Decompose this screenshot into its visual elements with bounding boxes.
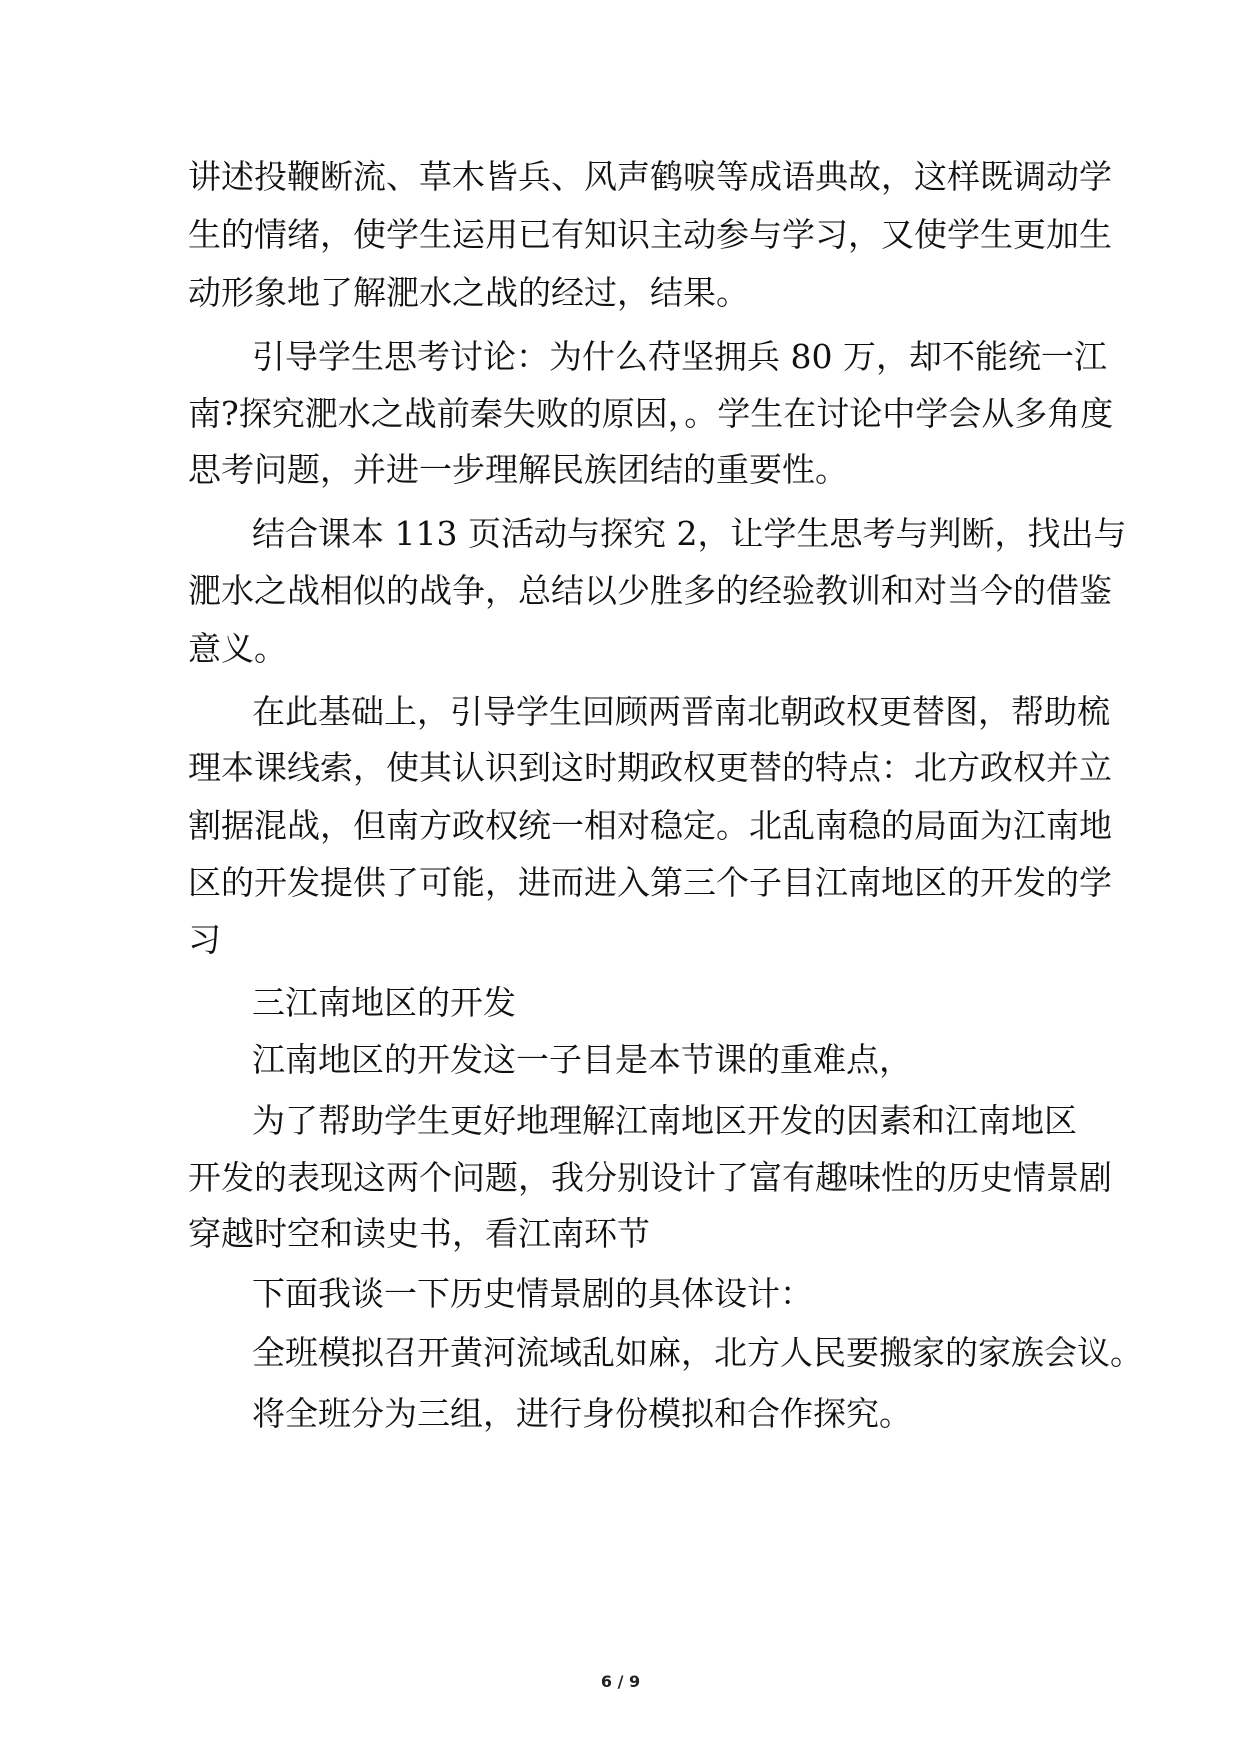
text-line: 区的开发提供了可能，进而进入第三个子目江南地区的开发的学: [188, 863, 1112, 902]
text-line: 引导学生思考讨论：为什么苻坚拥兵 80 万，却不能统一江: [252, 337, 1107, 376]
text-line: 结合课本 113 页活动与探究 2，让学生思考与判断，找出与: [252, 514, 1127, 553]
text-line: 下面我谈一下历史情景剧的具体设计：: [252, 1274, 813, 1313]
text-line: 南?探究淝水之战前秦失败的原因，。学生在讨论中学会从多角度: [188, 394, 1114, 433]
text-line: 为了帮助学生更好地理解江南地区开发的因素和江南地区: [252, 1101, 1077, 1140]
page-number: 6 / 9: [600, 1672, 641, 1691]
text-line: 动形象地了解淝水之战的经过，结果。: [188, 273, 749, 312]
text-line: 江南地区的开发这一子目是本节课的重难点，: [252, 1040, 912, 1079]
text-line: 穿越时空和读史书，看江南环节: [188, 1214, 650, 1253]
text-line: 生的情绪，使学生运用已有知识主动参与学习，又使学生更加生: [188, 215, 1112, 254]
text-line: 割据混战，但南方政权统一相对稳定。北乱南稳的局面为江南地: [188, 806, 1112, 845]
text-line: 讲述投鞭断流、草木皆兵、风声鹤唳等成语典故，这样既调动学: [188, 157, 1112, 196]
text-line: 开发的表现这两个问题，我分别设计了富有趣味性的历史情景剧: [188, 1158, 1112, 1197]
text-line: 将全班分为三组，进行身份模拟和合作探究。: [252, 1394, 912, 1433]
text-line: 在此基础上，引导学生回顾两晋南北朝政权更替图，帮助梳: [252, 692, 1110, 731]
section-heading: 三江南地区的开发: [252, 983, 516, 1022]
text-line: 淝水之战相似的战争，总结以少胜多的经验教训和对当今的借鉴: [188, 571, 1112, 610]
text-line: 意义。: [188, 629, 287, 668]
text-line: 理本课线索，使其认识到这时期政权更替的特点：北方政权并立: [188, 748, 1112, 787]
text-line: 全班模拟召开黄河流域乱如麻，北方人民要搬家的家族会议。: [252, 1333, 1143, 1372]
text-line: 思考问题，并进一步理解民族团结的重要性。: [188, 450, 848, 489]
text-line: 习: [188, 920, 221, 959]
